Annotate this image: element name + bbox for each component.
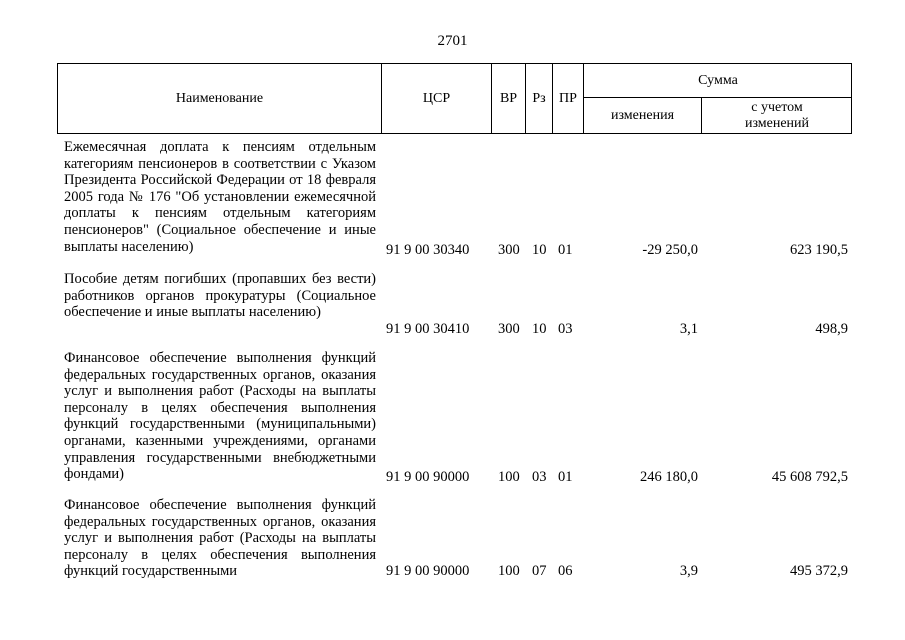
header-csr: ЦСР bbox=[422, 90, 451, 106]
row-csr: 91 9 00 30410 bbox=[386, 321, 470, 337]
row-pr: 01 bbox=[558, 242, 573, 258]
row-vr: 300 bbox=[498, 242, 520, 258]
row-rz: 07 bbox=[532, 563, 547, 579]
row-pr: 06 bbox=[558, 563, 573, 579]
header-name: Наименование bbox=[175, 90, 264, 106]
header-sum: Сумма bbox=[698, 72, 738, 88]
row-total: 498,9 bbox=[815, 321, 848, 337]
header-pr: ПР bbox=[559, 90, 577, 106]
row-vr: 100 bbox=[498, 563, 520, 579]
header-total bbox=[702, 98, 852, 133]
row-pr: 01 bbox=[558, 469, 573, 485]
header-vr: ВР bbox=[499, 90, 518, 106]
row-name: Ежемесячная доплата к пенсиям отдельным категориям пенсионеров в соответствии с Указом Президента Российской Федерации от 18 февраля 2005 года № 176 "Об установлении ежемесячной доплаты к пенсиям отдельным категориям пенсионеров" (Социальное обеспечение и иные выплаты населению) bbox=[64, 139, 376, 255]
row-csr: 91 9 00 30340 bbox=[386, 242, 470, 258]
table-header bbox=[57, 63, 852, 134]
header-change: изменения bbox=[610, 107, 675, 123]
row-pr: 03 bbox=[558, 321, 573, 337]
row-name: Финансовое обеспечение выполнения функций федеральных государственных органов, оказания услуг и выполнения работ (Расходы на выплаты персоналу в целях обеспечения выполнения функций государственными bbox=[64, 497, 376, 580]
row-rz: 10 bbox=[532, 321, 547, 337]
row-name: Финансовое обеспечение выполнения функций федеральных государственных органов, оказания услуг и выполнения работ (Расходы на выплаты персоналу в целях обеспечения выполнения функций государственными (муниципальными) органами, казенными учреждениями, органами управления государственными внебюджетными фондами) bbox=[64, 350, 376, 483]
row-vr: 100 bbox=[498, 469, 520, 485]
row-rz: 10 bbox=[532, 242, 547, 258]
page-number: 2701 bbox=[437, 33, 468, 49]
row-total: 623 190,5 bbox=[790, 242, 848, 258]
row-total: 495 372,9 bbox=[790, 563, 848, 579]
row-change: 3,9 bbox=[679, 563, 698, 579]
row-name: Пособие детям погибших (пропавших без вести) работников органов прокуратуры (Социальное обеспечение и иные выплаты населению) bbox=[64, 271, 376, 321]
row-csr: 91 9 00 90000 bbox=[386, 563, 470, 579]
row-change: 3,1 bbox=[679, 321, 698, 337]
row-change: -29 250,0 bbox=[642, 242, 698, 258]
row-total: 45 608 792,5 bbox=[771, 469, 848, 485]
row-vr: 300 bbox=[498, 321, 520, 337]
header-total-line1: с учетом bbox=[751, 99, 803, 115]
row-change: 246 180,0 bbox=[640, 469, 698, 485]
row-rz: 03 bbox=[532, 469, 547, 485]
header-total-line2: изменений bbox=[744, 115, 810, 131]
row-csr: 91 9 00 90000 bbox=[386, 469, 470, 485]
header-rz: Рз bbox=[532, 90, 546, 106]
